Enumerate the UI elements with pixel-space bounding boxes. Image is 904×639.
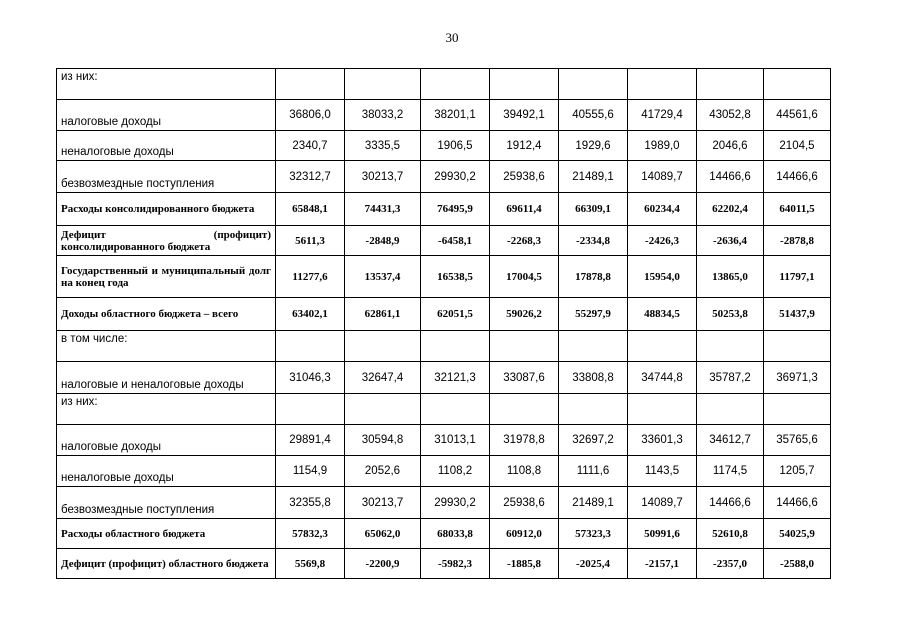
table-row bbox=[57, 549, 831, 579]
row-label: в том числе: bbox=[57, 331, 276, 362]
cell-value: 25938,6 bbox=[490, 487, 559, 519]
page-number: 30 bbox=[445, 30, 459, 45]
cell-value: 35765,6 bbox=[764, 425, 831, 456]
cell-value: 57832,3 bbox=[276, 519, 345, 549]
cell-value: 5569,8 bbox=[276, 549, 345, 579]
cell-value: -2025,4 bbox=[559, 549, 628, 579]
cell-value: 31978,8 bbox=[490, 425, 559, 456]
row-label: Дефицит (профицит) областного бюджета bbox=[57, 549, 276, 579]
cell-value bbox=[697, 69, 764, 100]
table-row bbox=[57, 456, 831, 487]
cell-value: 11277,6 bbox=[276, 256, 345, 298]
cell-value bbox=[628, 69, 697, 100]
table-row bbox=[57, 487, 831, 519]
cell-value: 14466,6 bbox=[697, 161, 764, 193]
cell-value: 5611,3 bbox=[276, 226, 345, 256]
cell-value: -2268,3 bbox=[490, 226, 559, 256]
cell-value: 59026,2 bbox=[490, 298, 559, 331]
cell-value: 30213,7 bbox=[345, 161, 421, 193]
cell-value: 2104,5 bbox=[764, 131, 831, 161]
cell-value: 69611,4 bbox=[490, 193, 559, 226]
cell-value: -2157,1 bbox=[628, 549, 697, 579]
cell-value: 64011,5 bbox=[764, 193, 831, 226]
cell-value: 13537,4 bbox=[345, 256, 421, 298]
cell-value: 17878,8 bbox=[559, 256, 628, 298]
row-label: из них: bbox=[57, 394, 276, 425]
cell-value: 17004,5 bbox=[490, 256, 559, 298]
cell-value: 31046,3 bbox=[276, 362, 345, 394]
cell-value bbox=[628, 394, 697, 425]
cell-value: 39492,1 bbox=[490, 100, 559, 131]
cell-value: 48834,5 bbox=[628, 298, 697, 331]
cell-value: -2878,8 bbox=[764, 226, 831, 256]
cell-value bbox=[764, 69, 831, 100]
cell-value: 1154,9 bbox=[276, 456, 345, 487]
cell-value: 1912,4 bbox=[490, 131, 559, 161]
row-label: налоговые доходы bbox=[57, 100, 276, 131]
cell-value bbox=[276, 69, 345, 100]
cell-value: 11797,1 bbox=[764, 256, 831, 298]
cell-value: 30594,8 bbox=[345, 425, 421, 456]
cell-value: 1111,6 bbox=[559, 456, 628, 487]
cell-value: 1929,6 bbox=[559, 131, 628, 161]
cell-value bbox=[764, 394, 831, 425]
cell-value: -1885,8 bbox=[490, 549, 559, 579]
cell-value: -6458,1 bbox=[421, 226, 490, 256]
table-row bbox=[57, 331, 831, 362]
cell-value: 31013,1 bbox=[421, 425, 490, 456]
cell-value bbox=[276, 394, 345, 425]
cell-value: 65062,0 bbox=[345, 519, 421, 549]
cell-value bbox=[421, 394, 490, 425]
cell-value: 41729,4 bbox=[628, 100, 697, 131]
budget-table bbox=[56, 68, 831, 579]
table-row bbox=[57, 100, 831, 131]
table-row bbox=[57, 256, 831, 298]
cell-value: 60912,0 bbox=[490, 519, 559, 549]
cell-value: 1205,7 bbox=[764, 456, 831, 487]
cell-value: 43052,8 bbox=[697, 100, 764, 131]
cell-value: 2046,6 bbox=[697, 131, 764, 161]
cell-value: 33087,6 bbox=[490, 362, 559, 394]
cell-value: 29891,4 bbox=[276, 425, 345, 456]
cell-value bbox=[559, 331, 628, 362]
cell-value: 1989,0 bbox=[628, 131, 697, 161]
cell-value: 1143,5 bbox=[628, 456, 697, 487]
row-label: Дефицит (профицит) консолидированного бюджета bbox=[57, 226, 276, 256]
cell-value: 32355,8 bbox=[276, 487, 345, 519]
cell-value: 52610,8 bbox=[697, 519, 764, 549]
cell-value: 1906,5 bbox=[421, 131, 490, 161]
cell-value: 35787,2 bbox=[697, 362, 764, 394]
cell-value: 21489,1 bbox=[559, 487, 628, 519]
cell-value: 2052,6 bbox=[345, 456, 421, 487]
cell-value bbox=[421, 69, 490, 100]
cell-value: 14466,6 bbox=[697, 487, 764, 519]
row-label: неналоговые доходы bbox=[57, 456, 276, 487]
cell-value: 38033,2 bbox=[345, 100, 421, 131]
cell-value: 50253,8 bbox=[697, 298, 764, 331]
cell-value bbox=[697, 331, 764, 362]
cell-value: 33601,3 bbox=[628, 425, 697, 456]
cell-value bbox=[421, 331, 490, 362]
row-label: безвозмездные поступления bbox=[57, 487, 276, 519]
row-label: Доходы областного бюджета – всего bbox=[57, 298, 276, 331]
cell-value: 44561,6 bbox=[764, 100, 831, 131]
row-label: из них: bbox=[57, 69, 276, 100]
cell-value: -2636,4 bbox=[697, 226, 764, 256]
table-row bbox=[57, 394, 831, 425]
cell-value: 65848,1 bbox=[276, 193, 345, 226]
cell-value: 2340,7 bbox=[276, 131, 345, 161]
cell-value: 30213,7 bbox=[345, 487, 421, 519]
cell-value bbox=[559, 69, 628, 100]
cell-value: 1108,8 bbox=[490, 456, 559, 487]
cell-value: 36971,3 bbox=[764, 362, 831, 394]
cell-value: 57323,3 bbox=[559, 519, 628, 549]
cell-value: 1108,2 bbox=[421, 456, 490, 487]
table-row bbox=[57, 362, 831, 394]
table-row bbox=[57, 193, 831, 226]
cell-value: 62202,4 bbox=[697, 193, 764, 226]
cell-value: -2334,8 bbox=[559, 226, 628, 256]
table-row bbox=[57, 69, 831, 100]
cell-value: 14466,6 bbox=[764, 487, 831, 519]
cell-value: 62051,5 bbox=[421, 298, 490, 331]
cell-value: 76495,9 bbox=[421, 193, 490, 226]
cell-value: 60234,4 bbox=[628, 193, 697, 226]
cell-value: 33808,8 bbox=[559, 362, 628, 394]
cell-value: 34744,8 bbox=[628, 362, 697, 394]
cell-value: 51437,9 bbox=[764, 298, 831, 331]
cell-value: 36806,0 bbox=[276, 100, 345, 131]
cell-value bbox=[490, 331, 559, 362]
cell-value: 13865,0 bbox=[697, 256, 764, 298]
table-row bbox=[57, 519, 831, 549]
table-row bbox=[57, 131, 831, 161]
cell-value: -2848,9 bbox=[345, 226, 421, 256]
cell-value: 1174,5 bbox=[697, 456, 764, 487]
cell-value bbox=[276, 331, 345, 362]
cell-value: -2200,9 bbox=[345, 549, 421, 579]
cell-value: 38201,1 bbox=[421, 100, 490, 131]
row-label: Государственный и муниципальный долг на конец года bbox=[57, 256, 276, 298]
cell-value bbox=[697, 394, 764, 425]
cell-value bbox=[559, 394, 628, 425]
cell-value: 14089,7 bbox=[628, 161, 697, 193]
cell-value bbox=[345, 331, 421, 362]
cell-value: 15954,0 bbox=[628, 256, 697, 298]
cell-value: 32121,3 bbox=[421, 362, 490, 394]
table-row bbox=[57, 425, 831, 456]
cell-value: -5982,3 bbox=[421, 549, 490, 579]
cell-value: 3335,5 bbox=[345, 131, 421, 161]
cell-value: 25938,6 bbox=[490, 161, 559, 193]
cell-value: -2588,0 bbox=[764, 549, 831, 579]
table-body bbox=[57, 69, 831, 579]
row-label: налоговые доходы bbox=[57, 425, 276, 456]
cell-value: 16538,5 bbox=[421, 256, 490, 298]
cell-value: 32312,7 bbox=[276, 161, 345, 193]
cell-value bbox=[764, 331, 831, 362]
cell-value: 63402,1 bbox=[276, 298, 345, 331]
row-label: безвозмездные поступления bbox=[57, 161, 276, 193]
cell-value: 29930,2 bbox=[421, 161, 490, 193]
cell-value: 50991,6 bbox=[628, 519, 697, 549]
cell-value: 14089,7 bbox=[628, 487, 697, 519]
cell-value: 54025,9 bbox=[764, 519, 831, 549]
table-row bbox=[57, 298, 831, 331]
cell-value: 66309,1 bbox=[559, 193, 628, 226]
cell-value bbox=[345, 394, 421, 425]
table-row bbox=[57, 161, 831, 193]
cell-value: 34612,7 bbox=[697, 425, 764, 456]
cell-value bbox=[345, 69, 421, 100]
table-row bbox=[57, 226, 831, 256]
cell-value bbox=[628, 331, 697, 362]
cell-value: 68033,8 bbox=[421, 519, 490, 549]
row-label: неналоговые доходы bbox=[57, 131, 276, 161]
cell-value: 55297,9 bbox=[559, 298, 628, 331]
cell-value bbox=[490, 69, 559, 100]
cell-value: -2426,3 bbox=[628, 226, 697, 256]
row-label: Расходы консолидированного бюджета bbox=[57, 193, 276, 226]
cell-value: 29930,2 bbox=[421, 487, 490, 519]
cell-value: 40555,6 bbox=[559, 100, 628, 131]
row-label: Расходы областного бюджета bbox=[57, 519, 276, 549]
cell-value: 21489,1 bbox=[559, 161, 628, 193]
cell-value: 62861,1 bbox=[345, 298, 421, 331]
cell-value: 32697,2 bbox=[559, 425, 628, 456]
cell-value: 32647,4 bbox=[345, 362, 421, 394]
cell-value: -2357,0 bbox=[697, 549, 764, 579]
cell-value: 74431,3 bbox=[345, 193, 421, 226]
cell-value bbox=[490, 394, 559, 425]
cell-value: 14466,6 bbox=[764, 161, 831, 193]
row-label: налоговые и неналоговые доходы bbox=[57, 362, 276, 394]
